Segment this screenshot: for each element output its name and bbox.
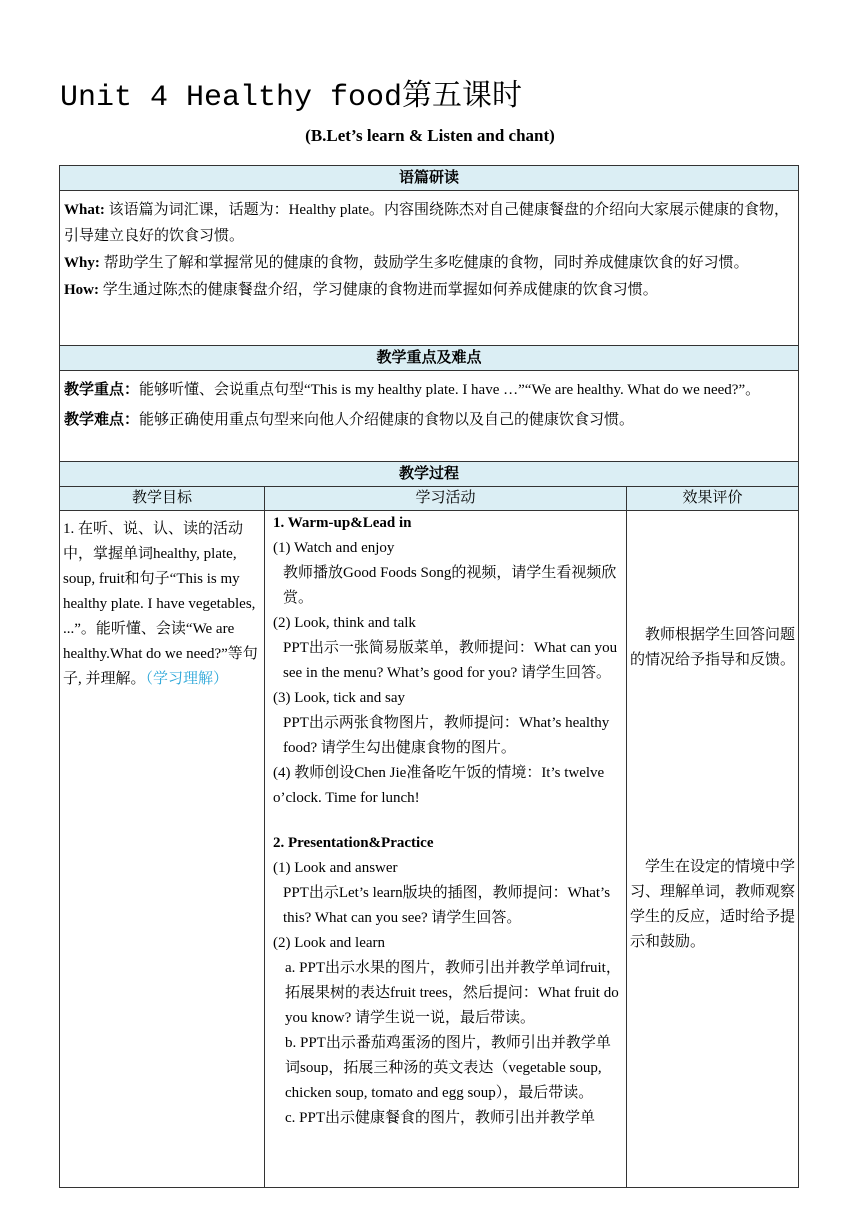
goal-cell [60,511,265,1188]
activity-line: PPT出示一张简易版菜单，教师提问：What can you see in the menu? What’s good for you? 请学生回答。 [283,640,618,681]
activity-line: (2) Look and learn [273,935,386,951]
activity-spacer [273,811,622,831]
lesson-plan-table [59,165,799,1188]
eval-cell [627,511,799,1188]
activity-line: a. PPT出示水果的图片，教师引出并教学单词fruit，拓展果树的表达fruit trees，然后提问：What fruit do you know? 请学生说一说，最后带读。 [285,960,621,1026]
col-goal-header: 教学目标 [60,487,265,511]
goal-tag: （学习理解） [145,671,229,687]
eval-text-2: 学生在设定的情境中学习、理解单词，教师观察学生的反应，适时给予提示和鼓励。 [630,859,796,950]
key-points-heading: 教学重点及难点 [60,346,799,371]
activity-line: (4) 教师创设Chen Jie准备吃午饭的情境：It’s twelve o’clock. Time for lunch! [273,765,605,806]
activity-line: 教师播放Good Foods Song的视频，请学生看视频欣赏。 [283,565,617,606]
how-paragraph: How: 学生通过陈杰的健康餐盘介绍，学习健康的食物进而掌握如何养成健康的饮食习惯。 [64,282,658,298]
activity-line: (1) Look and answer [273,860,398,876]
activity-heading: 1. Warm-up&Lead in [273,515,412,531]
difficulty-paragraph: 教学难点：能够正确使用重点句型来向他人介绍健康的食物以及自己的健康饮食习惯。 [64,412,635,428]
activity-line: b. PPT出示番茄鸡蛋汤的图片，教师引出并教学单词soup，拓展三种汤的英文表达（vegetable soup, chicken soup, tomato and egg soup），最后带读。 [285,1035,611,1101]
analysis-heading: 语篇研读 [60,166,799,191]
col-eval-header: 效果评价 [627,487,799,511]
page-title: Unit 4 Healthy food第五课时 [60,81,523,115]
activity-line: PPT出示两张食物图片，教师提问：What’s healthy food? 请学生勾出健康食物的图片。 [283,715,610,756]
what-paragraph: What: 该语篇为词汇课，话题为：Healthy plate。内容围绕陈杰对自己健康餐盘的介绍向大家展示健康的食物，引导建立良好的饮食习惯。 [64,202,789,244]
activity-cell [265,511,627,1188]
activity-line: (2) Look, think and talk [273,615,416,631]
activity-line: (1) Watch and enjoy [273,540,395,556]
activity-heading: 2. Presentation&Practice [273,835,434,851]
activity-line: c. PPT出示健康餐食的图片，教师引出并教学单 [285,1110,596,1126]
activity-line: PPT出示Let’s learn版块的插图，教师提问：What’s this? What can you see? 请学生回答。 [283,885,611,926]
key-points-section [60,371,799,462]
why-paragraph: Why: 帮助学生了解和掌握常见的健康的食物，鼓励学生多吃健康的食物，同时养成健康饮食的好习惯。 [64,255,749,271]
page-subtitle: (B.Let’s learn & Listen and chant) [305,126,555,145]
analysis-section [60,191,799,346]
focus-paragraph: 教学重点：能够听懂、会说重点句型“This is my healthy plate. I have …”“We are healthy. What do we need?”。 [64,382,761,398]
eval-text-1: 教师根据学生回答问题的情况给予指导和反馈。 [630,627,796,668]
goal-text: 1. 在听、说、认、读的活动中，掌握单词healthy, plate, soup, fruit和句子“This is my healthy plate. I have vegetables, ...”。能听懂、会读“We are healthy.What do we need?”等句子, 并理解。 [63,521,258,687]
col-activity-header: 学习活动 [265,487,627,511]
process-heading: 教学过程 [60,462,799,487]
activity-line: (3) Look, tick and say [273,690,406,706]
